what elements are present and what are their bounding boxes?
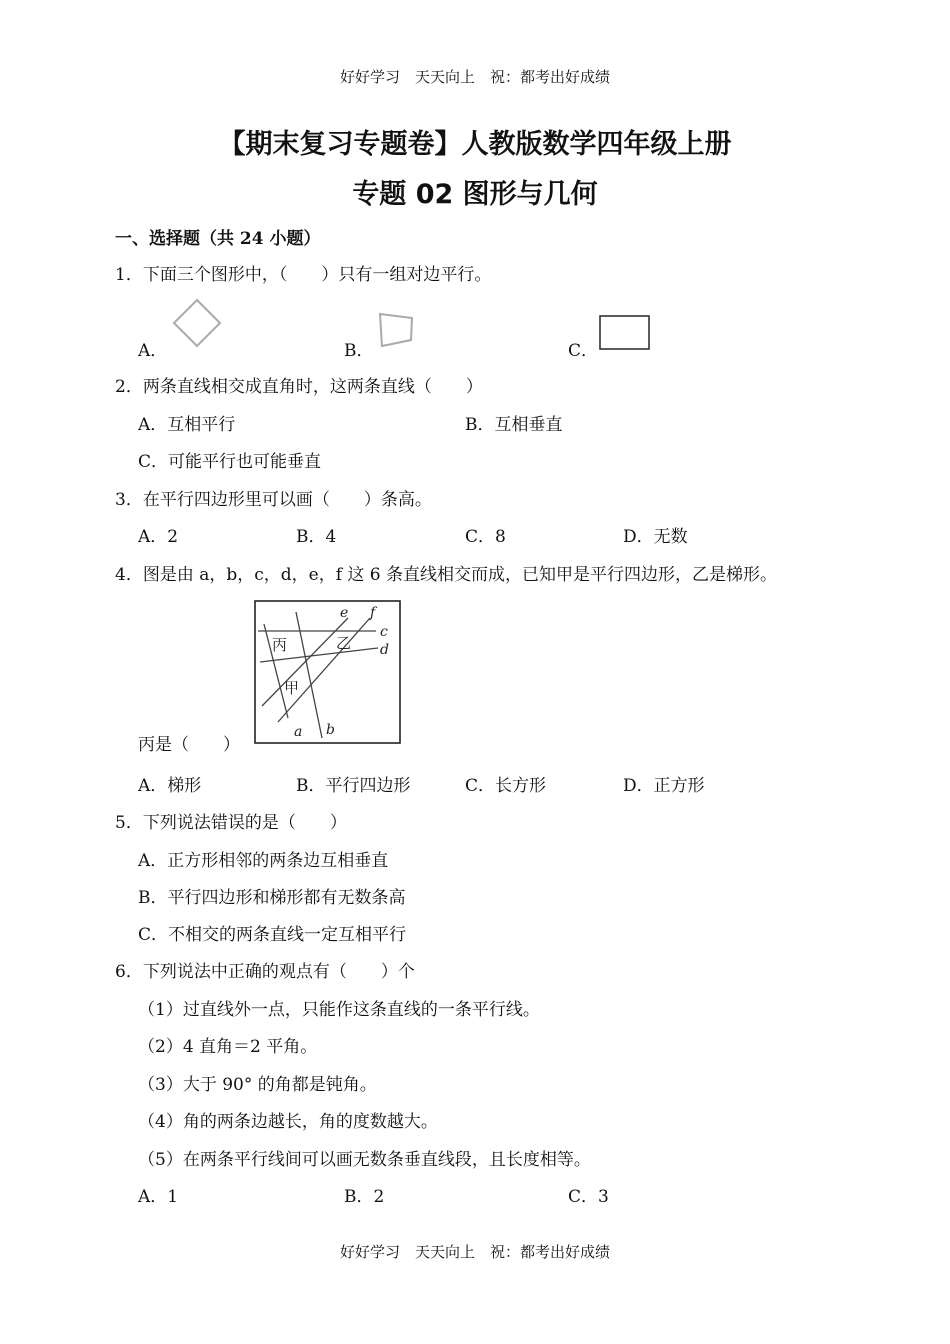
fig-label-e: e — [340, 605, 349, 621]
q1-figure-b-trapezoid — [376, 310, 416, 350]
q3-option-b: B．4 — [296, 527, 337, 547]
q3-option-d: D．无数 — [623, 527, 688, 547]
question-6-stem: 6．下列说法中正确的观点有（ ）个 — [115, 962, 415, 982]
q4-line-figure — [252, 598, 404, 746]
q1-option-a: A． — [138, 341, 168, 361]
q6-option-c: C．3 — [568, 1187, 609, 1207]
fig-label-c: c — [380, 624, 388, 640]
q6-statement-3: （3）大于 90° 的角都是钝角。 — [138, 1075, 377, 1095]
fig-label-yi: 乙 — [336, 634, 352, 652]
fig-label-jia: 甲 — [284, 679, 300, 697]
question-1-stem: 1．下面三个图形中，（ ）只有一组对边平行。 — [115, 265, 492, 285]
q6-statement-2: （2）4 直角＝2 平角。 — [138, 1037, 318, 1057]
q4-option-d: D．正方形 — [623, 776, 705, 796]
question-3-stem: 3．在平行四边形里可以画（ ）条高。 — [115, 490, 432, 510]
question-5-stem: 5．下列说法错误的是（ ） — [115, 813, 347, 833]
q6-statement-1: （1）过直线外一点，只能作这条直线的一条平行线。 — [138, 1000, 540, 1020]
question-2-stem: 2．两条直线相交成直角时，这两条直线（ ） — [115, 377, 483, 397]
q3-option-c: C．8 — [465, 527, 506, 547]
fig-label-d: d — [380, 642, 389, 658]
page-subtitle: 专题 02 图形与几何 — [352, 179, 598, 210]
q5-option-c: C．不相交的两条直线一定互相平行 — [138, 925, 407, 945]
q3-option-a: A．2 — [138, 527, 179, 547]
q2-option-b: B．互相垂直 — [465, 415, 563, 435]
question-4-stem: 4．图是由 a，b，c，d，e，f 这 6 条直线相交而成，已知甲是平行四边形，乙是梯形。 — [115, 565, 778, 585]
page-footer: 好好学习 天天向上 祝：都考出好成绩 — [339, 1243, 610, 1261]
section-heading: 一、选择题（共 24 小题） — [115, 229, 321, 249]
fig-label-bing: 丙 — [272, 636, 288, 654]
q1-figure-a-diamond — [170, 296, 224, 352]
q6-statement-4: （4）角的两条边越长，角的度数越大。 — [138, 1112, 438, 1132]
q1-figure-c-rectangle — [598, 314, 654, 354]
q6-option-b: B．2 — [344, 1187, 385, 1207]
q1-option-c: C． — [568, 341, 599, 361]
q5-option-b: B．平行四边形和梯形都有无数条高 — [138, 888, 406, 908]
fig-label-b: b — [326, 722, 335, 738]
q6-statement-5: （5）在两条平行线间可以画无数条垂直线段，且长度相等。 — [138, 1150, 591, 1170]
q4-option-b: B．平行四边形 — [296, 776, 411, 796]
fig-label-a: a — [294, 724, 303, 740]
q1-option-b: B． — [344, 341, 374, 361]
page-header: 好好学习 天天向上 祝：都考出好成绩 — [339, 68, 610, 86]
q5-option-a: A．正方形相邻的两条边互相垂直 — [138, 851, 389, 871]
q4-option-c: C．长方形 — [465, 776, 547, 796]
page-title: 【期末复习专题卷】人教版数学四年级上册 — [218, 129, 732, 160]
q2-option-c: C．可能平行也可能垂直 — [138, 452, 322, 472]
fig-label-f: f — [370, 605, 376, 621]
q2-option-a: A．互相平行 — [138, 415, 236, 435]
q6-option-a: A．1 — [138, 1187, 179, 1207]
q4-option-a: A．梯形 — [138, 776, 202, 796]
q4-prompt: 丙是（ ） — [138, 735, 240, 755]
